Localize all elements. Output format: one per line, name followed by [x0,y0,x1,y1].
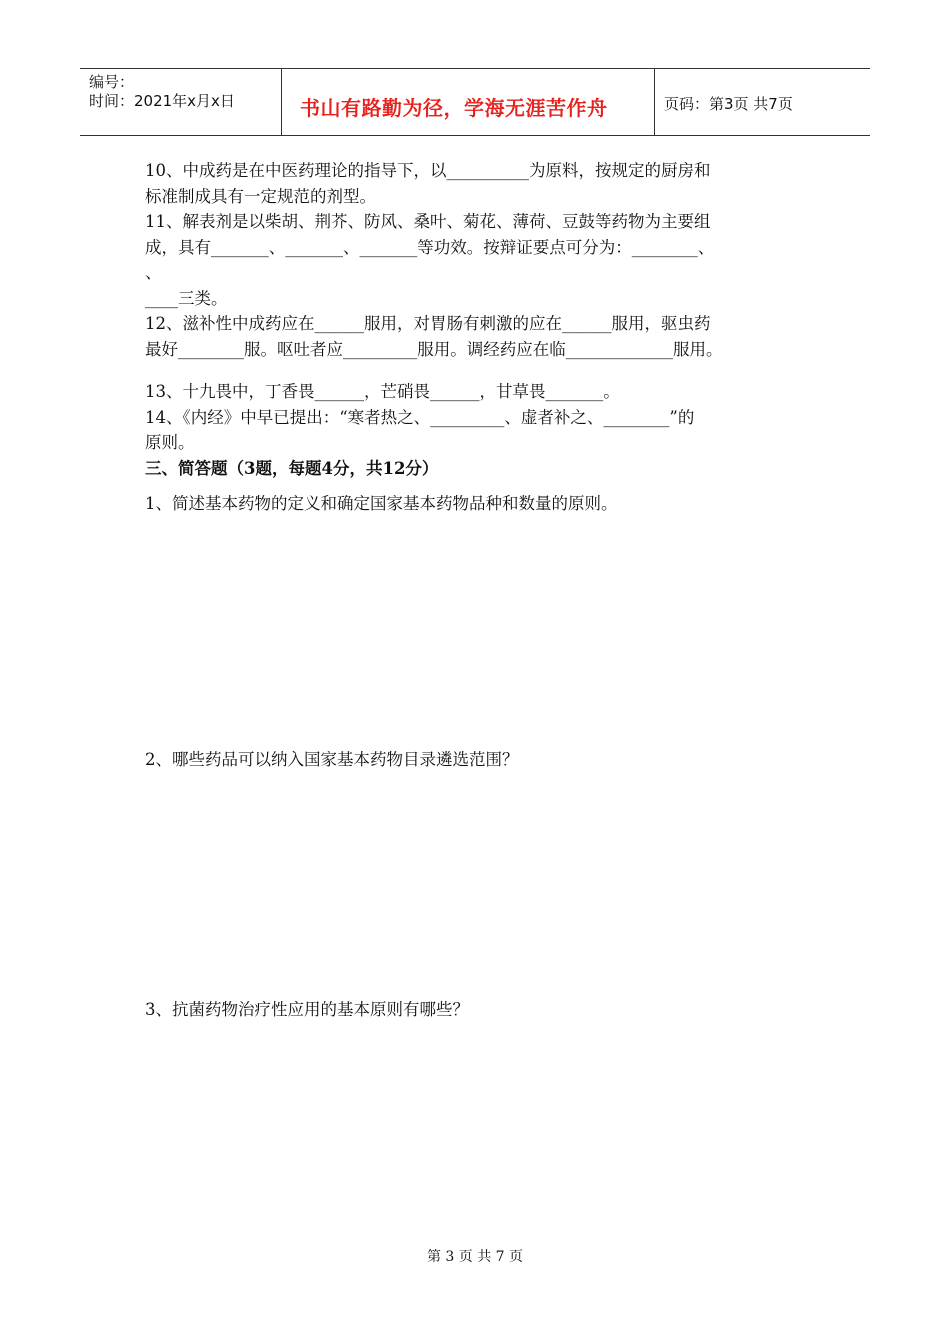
header-date: 时间：2021年x月x日 [89,92,235,110]
answer-space-2 [145,772,825,997]
q14-line-2: 原则。 [145,433,195,452]
answer-space-1 [145,517,825,747]
short-answer-q3: 3、抗菌药物治疗性应用的基本原则有哪些？ [145,1000,469,1019]
header-divider-left [281,68,282,135]
header-divider-right [654,68,655,135]
document-body [145,158,825,1023]
q10-line-1: 10、中成药是在中医药理论的指导下，以__________为原料，按规定的厨房和 [145,161,711,180]
short-answer-q2: 2、哪些药品可以纳入国家基本药物目录遴选范围？ [145,749,519,769]
q11-line-4: ____三类。 [145,288,228,308]
spacer [145,362,825,379]
page-footer: 第 3 页 共 7 页 [426,1249,524,1265]
header-code-label: 编号： [89,73,135,91]
q12-line-1: 12、滋补性中成药应在______服用，对胃肠有刺激的应在______服用，驱虫药 [145,314,711,333]
q11-line-2: 成，具有_______、_______、_______等功效。按辩证要点可分为：________、 [145,237,715,257]
q10-line-2: 标准制成具有一定规范的剂型。 [145,186,376,206]
q12-line-2: 最好________服。呕吐者应_________服用。调经药应在临_____________服用。 [145,339,723,359]
q14-line-1: 14、《内经》中早已提出：“寒者热之、_________、虚者补之、________”的 [145,407,695,427]
short-answer-heading: 三、简答题（3题，每题4分，共12分） [145,458,439,478]
q13: 13、十九畏中，丁香畏______，芒硝畏______，甘草畏_______。 [145,382,620,401]
short-answer-q1: 1、简述基本药物的定义和确定国家基本药物品种和数量的原则。 [145,494,618,513]
q11-line-3: 、 [145,263,162,282]
header-bottom-rule [80,135,870,136]
header-page-code: 页码：第3页 共7页 [664,95,793,113]
q11-line-1: 11、解表剂是以柴胡、荆芥、防风、桑叶、菊花、薄荷、豆鼓等药物为主要组 [145,212,711,231]
header-top-rule [80,68,870,69]
header-motto: 书山有路勤为径，学海无涯苦作舟 [300,96,608,120]
